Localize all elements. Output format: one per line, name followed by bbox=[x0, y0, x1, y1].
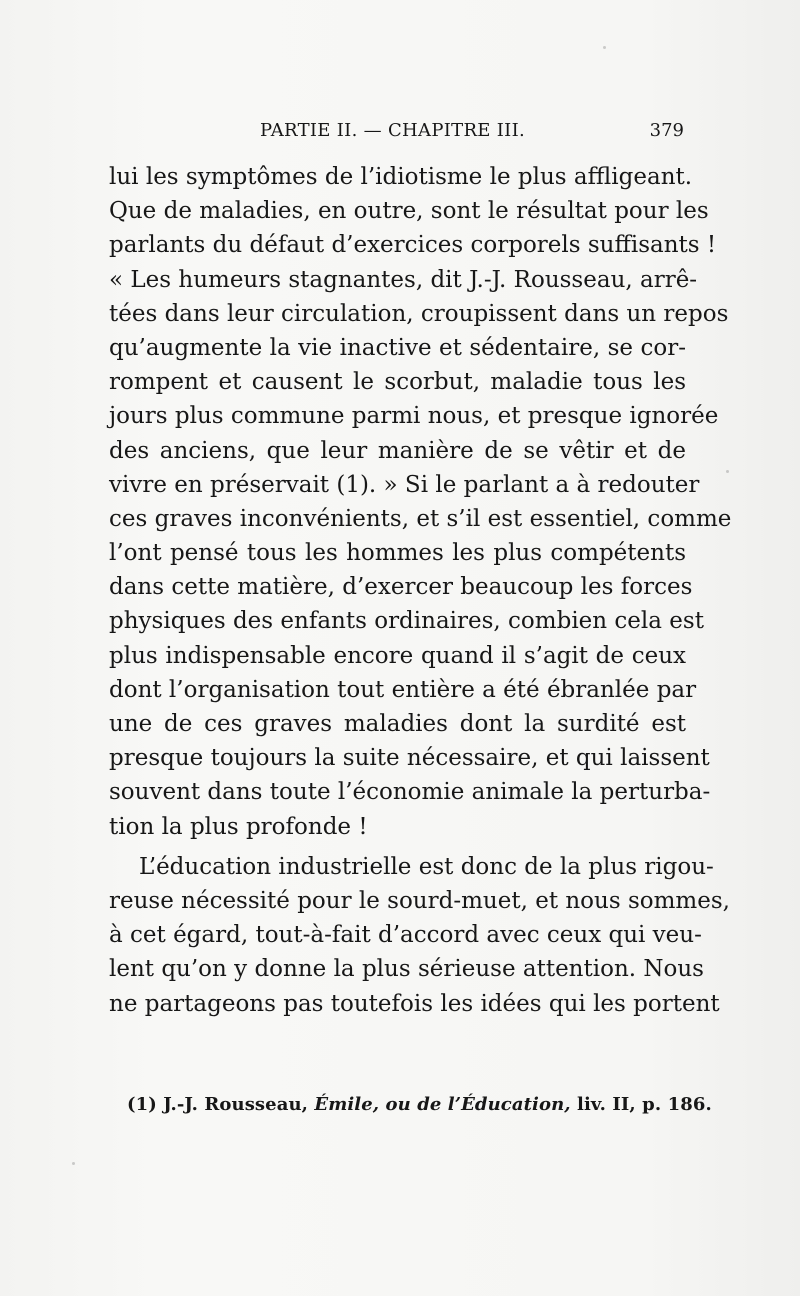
text-line: physiques des enfants ordinaires, combien cela est bbox=[109, 608, 704, 635]
text-line: souvent dans toute l’économie animale la perturba- bbox=[109, 779, 711, 806]
text-line: tion la plus profonde ! bbox=[109, 813, 368, 840]
text-line: parlants du défaut d’exercices corporels suffisants ! bbox=[109, 232, 717, 259]
text-line: à cet égard, tout-à-fait d’accord avec ceux qui veu- bbox=[109, 922, 702, 949]
text-line: qu’augmente la vie inactive et sédentaire, se cor- bbox=[109, 334, 686, 361]
footnote bbox=[127, 1094, 712, 1115]
running-head: PARTIE II. — CHAPITRE III. bbox=[260, 120, 526, 141]
body-text bbox=[109, 160, 732, 1021]
paper-speck bbox=[72, 1162, 75, 1165]
text-line: jours plus commune parmi nous, et presque ignorée bbox=[109, 403, 719, 430]
text-line: Que de maladies, en outre, sont le résultat pour les bbox=[109, 198, 709, 225]
text-line: une de ces graves maladies dont la surdité est bbox=[109, 711, 686, 737]
paper-speck bbox=[726, 470, 729, 473]
text-line: reuse nécessité pour le sourd-muet, et nous sommes, bbox=[109, 887, 730, 914]
text-line: « Les humeurs stagnantes, dit J.-J. Rousseau, arrê- bbox=[109, 266, 698, 293]
text-line: lent qu’on y donne la plus sérieuse attention. Nous bbox=[109, 956, 704, 983]
text-line: rompent et causent le scorbut, maladie tous les bbox=[109, 369, 686, 396]
footnote-marker: (1) bbox=[127, 1094, 157, 1115]
text-line: plus indispensable encore quand il s’agit de ceux bbox=[109, 642, 686, 669]
footnote-reference: liv. II, p. 186. bbox=[577, 1094, 712, 1115]
footnote-author: J.-J. Rousseau, bbox=[163, 1094, 309, 1115]
text-line: lui les symptômes de l’idiotisme le plus affligeant. bbox=[109, 164, 693, 190]
footnote-title: Émile, ou de l’Éducation, bbox=[314, 1094, 571, 1115]
text-line: ne partageons pas toutefois les idées qui les portent bbox=[109, 990, 720, 1017]
text-line: des anciens, que leur manière de se vêtir et de bbox=[109, 437, 686, 464]
text-line: dont l’organisation tout entière a été ébranlée par bbox=[109, 676, 697, 703]
text-line: tées dans leur circulation, croupissent dans un repos bbox=[109, 300, 729, 327]
text-line: vivre en préservait (1). » Si le parlant a à redouter bbox=[109, 471, 700, 498]
text-line: l’ont pensé tous les hommes les plus compétents bbox=[109, 540, 686, 567]
text-line: ces graves inconvénients, et s’il est essentiel, comme bbox=[109, 505, 732, 532]
page-number: 379 bbox=[649, 120, 684, 141]
text-line: presque toujours la suite nécessaire, et qui laissent bbox=[109, 745, 710, 772]
text-line: L’éducation industrielle est donc de la plus rigou- bbox=[139, 853, 714, 880]
paper-speck bbox=[603, 46, 606, 49]
text-line: dans cette matière, d’exercer beaucoup les forces bbox=[109, 574, 693, 601]
page-header bbox=[114, 120, 684, 142]
